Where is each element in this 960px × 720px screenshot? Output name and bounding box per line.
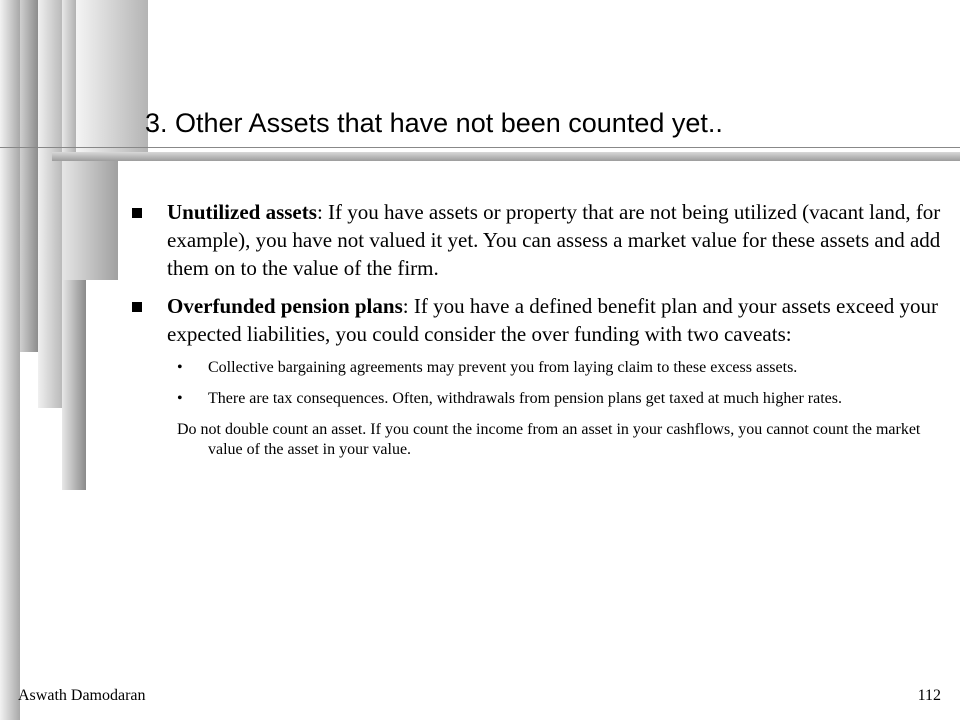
sub-bullet-text: Collective bargaining agreements may prevent you from laying claim to these excess assets. — [208, 359, 798, 376]
bullet-term: Unutilized assets — [167, 200, 317, 224]
sub-bullet — [177, 358, 942, 378]
slide-title: 3. Other Assets that have not been counted yet.. — [145, 108, 723, 138]
slide-body — [132, 198, 942, 460]
decorative-bar — [76, 0, 148, 160]
bullet-term: Overfunded pension plans — [167, 294, 403, 318]
dot-bullet-icon: • — [177, 390, 183, 407]
bullet-overfunded-pension — [132, 292, 942, 348]
square-bullet-icon — [132, 302, 142, 312]
decorative-bar — [62, 160, 118, 280]
square-bullet-icon — [132, 208, 142, 218]
footer-author: Aswath Damodaran — [18, 687, 146, 704]
title-underline-bar — [52, 152, 960, 161]
decorative-bar — [20, 0, 38, 352]
note-text: Do not double count an asset. If you count the income from an asset in your cashflows, you cannot count the market value of the asset in your value. — [177, 421, 921, 458]
decorative-bar — [0, 0, 20, 720]
page-number: 112 — [917, 687, 941, 704]
sub-bullet-text: There are tax consequences. Often, withdrawals from pension plans get taxed at much higher rates. — [208, 390, 842, 407]
bullet-text: : If you have a defined benefit plan and your assets exceed your expected liabilities, you could consider the over funding with two caveats: — [167, 294, 939, 346]
title-rule — [0, 147, 960, 148]
bullet-text: : If you have assets or property that are not being utilized (vacant land, for example), you have not valued it yet. You can assess a market value for these assets and add them on to the value of the firm. — [167, 200, 941, 280]
dot-bullet-icon: • — [177, 359, 183, 376]
sub-bullet — [177, 389, 942, 409]
bullet-unutilized-assets — [132, 198, 942, 282]
